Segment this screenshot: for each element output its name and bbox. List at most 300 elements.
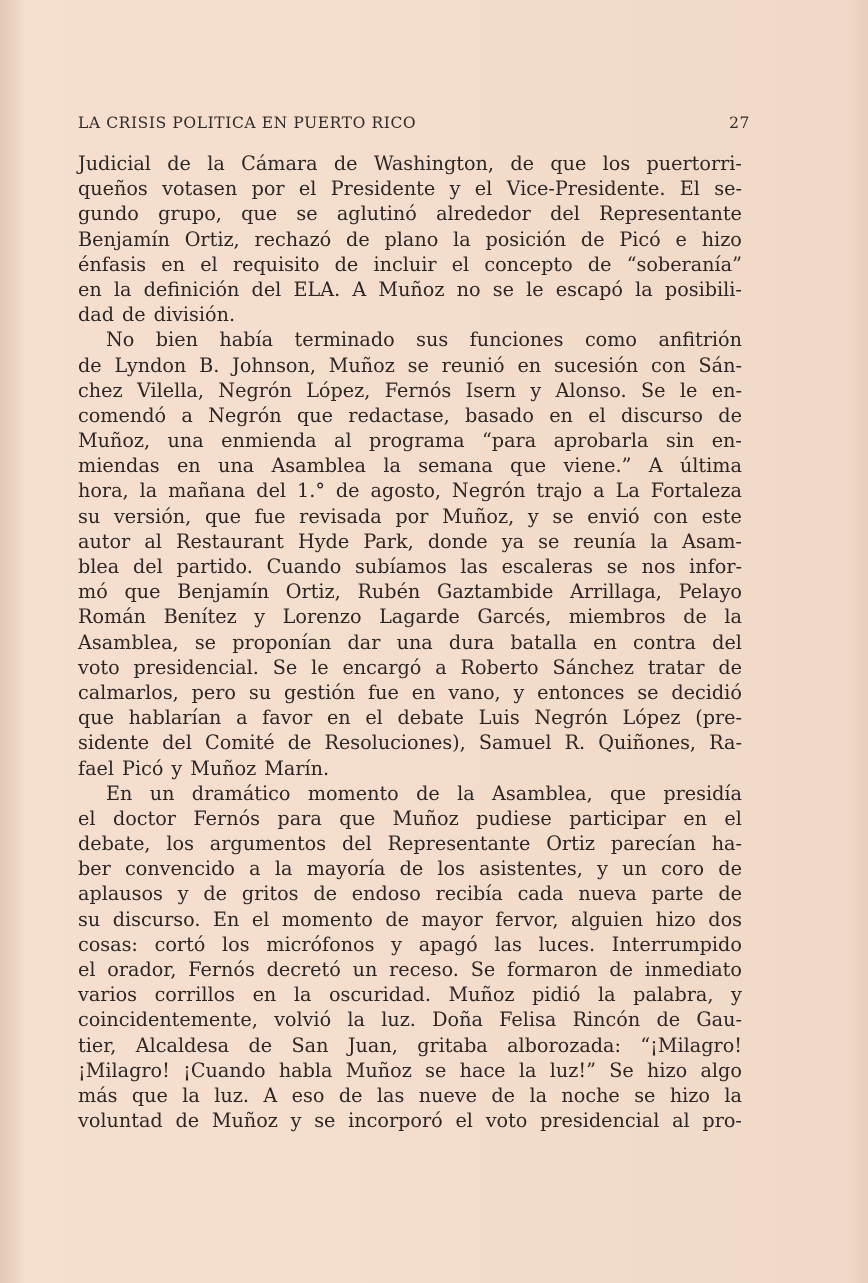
word: y [177,882,189,906]
word: de [491,1083,516,1107]
word: Hyde [297,529,350,553]
word: sucesión [553,353,639,377]
word: Fernós [188,958,255,981]
word: en [161,252,185,276]
word: en [78,277,102,301]
word: alguien [571,907,644,931]
word: pero [191,680,236,704]
text-line [78,201,742,226]
word: presidencial [540,1109,660,1133]
word: decidió [671,680,742,704]
word: de [416,781,440,805]
word: se [637,680,659,704]
word: de [510,152,534,175]
word: A [352,277,367,301]
word: fael [78,756,115,780]
word: se [425,1058,447,1082]
word: como [584,328,637,352]
word: eso [291,1083,325,1107]
text-line [78,781,742,806]
word: se [634,1083,656,1107]
word: escapó [555,277,623,301]
word: la [182,1083,200,1107]
text-line [78,478,742,503]
word: comendó [78,403,167,427]
word: oscuridad. [329,983,431,1007]
word: Representante [599,202,742,226]
text-line [78,227,742,252]
word: enmienda [221,429,317,453]
word: definición [143,277,240,301]
word: en [517,353,542,377]
word: a [435,655,447,679]
word: nos [641,555,676,578]
word: luz. [381,1008,416,1032]
word: la [635,277,653,301]
word: Alonso. [555,378,627,402]
word: se [538,529,560,553]
word: presidencial. [133,655,259,679]
word: queños [78,177,148,201]
word: Interrumpido [611,932,742,956]
word: ¡Cuando [183,1058,266,1082]
text-line [78,630,742,655]
word: una [167,429,204,453]
word: e [675,227,687,251]
word: la [347,1008,365,1032]
word: la [598,983,616,1007]
word: y [290,1109,302,1133]
word: Negrón [451,479,526,503]
word: la [724,605,742,629]
word: alborozada: [507,1033,621,1057]
word: discurso [621,403,703,427]
word: proponían [232,630,332,654]
word: orador, [107,958,177,981]
word: de [609,958,633,981]
word: el [251,907,270,931]
word: “soberanía” [626,252,742,276]
text-line [78,831,742,856]
word: Román [78,605,146,629]
word: En [212,907,240,931]
text-line [78,982,742,1007]
word: donde [427,529,488,553]
word: anfitrión [658,328,742,352]
word: Pelayo [678,580,742,604]
word: se [407,353,429,377]
word: la [113,277,132,301]
word: de [122,303,146,327]
word: 1.° [297,479,325,503]
word: del [550,202,580,226]
text-line [78,1007,742,1032]
word: terminado [294,328,395,352]
word: incluir [373,252,437,276]
word: semana [418,454,493,478]
word: puertorri- [646,152,742,175]
word: el [588,403,606,427]
word: Muñoz [211,1109,278,1133]
word: vano, [448,680,501,704]
word: aprobarla [553,429,649,453]
word: dura [448,630,495,654]
word: basado [465,403,534,427]
word: fue [368,680,399,704]
word: ya [501,529,525,553]
word: Alcaldesa [135,1033,230,1057]
word: López [622,706,681,730]
word: de [718,857,742,881]
word: y [731,983,742,1007]
word: luces. [538,932,596,956]
word: Asamblea, [491,781,593,805]
word: Lorenzo [282,605,362,629]
text-line [78,655,742,680]
word: Asamblea [271,454,366,478]
word: que [241,202,278,226]
word: momento [307,781,399,805]
page-gutter-shadow [0,0,24,1283]
word: miendas [78,454,160,478]
word: las [460,555,488,578]
word: versión, [113,504,192,528]
word: “¡Milagro! [640,1033,742,1057]
running-head [78,114,750,138]
word: la [650,529,668,553]
word: de [287,731,312,755]
word: contra [633,630,696,654]
word: a [181,403,193,427]
word: funciones [469,328,564,352]
word: Ortiz, [184,227,240,251]
text-line [78,756,742,781]
word: de [334,252,359,276]
word: de [346,227,370,251]
word: pudiese [476,806,552,830]
word: La [615,479,640,503]
word: A [263,1083,278,1107]
word: Negrón [534,706,608,730]
word: gritos [241,882,299,906]
word: Luis [478,706,520,730]
word: a [236,706,248,730]
word: receso. [389,958,459,981]
word: de [587,252,612,276]
word: incorporó [348,1109,443,1133]
word: no [456,277,481,301]
text-line [78,1058,742,1083]
word: en [549,403,573,427]
word: el [78,806,96,830]
word: que [339,806,376,830]
word: autor [78,529,131,553]
text-line [78,277,742,302]
text-line [78,730,742,755]
text-line [78,176,742,201]
word: se [552,504,574,528]
word: participar [569,806,666,830]
word: en- [711,429,742,453]
word: noche [561,1083,620,1107]
word: convencido [125,857,235,881]
word: el [200,252,218,276]
word: un [352,958,378,981]
word: argumentos [209,832,327,856]
word: Benjamín [177,580,270,604]
word: nueva [578,882,637,906]
word: de [175,1109,200,1133]
word: de [683,605,707,629]
word: debate, [78,832,151,856]
word: Resoluciones), [324,731,466,755]
word: No [106,328,135,352]
word: para [277,806,322,830]
word: en [411,680,436,704]
word: se [194,630,217,654]
word: le [311,655,329,679]
word: de [580,227,605,251]
word: en- [711,378,742,402]
word: Comité [205,731,275,755]
text-line [78,806,742,831]
word: los [437,857,465,881]
word: Garcés, [477,605,552,629]
word: favor [262,706,313,730]
word: B. [199,353,220,377]
text-line [78,353,742,378]
word: que [510,454,547,478]
word: Rubén [357,580,421,604]
word: tratar [647,655,705,679]
text-line [78,1033,742,1058]
word: bien [155,328,198,352]
word: con [651,353,686,377]
word: Rincón [572,1008,641,1032]
word: mayor [421,907,483,931]
word: sidente [78,731,150,755]
word: la [293,983,312,1007]
word: volvió [274,1008,332,1032]
word: de [718,403,742,427]
word: de [333,152,358,175]
word: Se [272,655,298,679]
word: parte [651,882,704,906]
word: revisada [299,504,382,528]
text-line [78,403,742,428]
word: y [391,932,402,956]
word: concepto [484,252,573,276]
word: Gaztambide [437,580,554,604]
word: escaleras [501,555,593,578]
text-line [78,302,742,327]
word: al [144,529,162,553]
word: la [383,454,401,478]
page-edge-shadow [850,0,868,1283]
word: Gau- [696,1008,742,1032]
word: de [335,479,360,503]
text-line [78,907,742,932]
word: asistentes, [479,857,583,881]
word: Sánchez [552,655,634,679]
text-line [78,1083,742,1108]
word: que [204,504,241,528]
word: con [653,504,688,528]
word: palabra, [633,983,714,1007]
text-line [78,529,742,554]
word: apagó [418,932,478,956]
word: un [622,857,647,881]
word: división. [153,303,236,327]
word: el [451,252,470,276]
text-line [78,705,742,730]
word: luz!” [549,1058,596,1082]
word: le [526,277,544,301]
word: del [712,630,742,654]
word: Representante [387,832,531,856]
word: trajo [536,479,583,503]
word: López, [306,378,371,402]
word: momento [281,907,373,931]
word: Muñoz [448,983,515,1007]
text-line [78,428,742,453]
word: el [298,177,317,201]
word: la [724,1083,742,1107]
word: en [326,706,351,730]
word: los [602,152,631,175]
word: grupo, [158,202,222,226]
word: y [254,605,266,629]
word: Fortaleza [650,479,742,503]
word: y [513,680,525,704]
word: del [341,832,372,856]
word: se [492,277,514,301]
word: hace [459,1058,506,1082]
word: inmediato [644,958,742,981]
word: coincidentemente, [78,1008,258,1032]
word: discurso. [112,907,201,931]
word: Roberto [460,655,539,679]
word: hizo [647,1058,688,1082]
word: de [718,882,742,906]
word: Cámara [241,152,318,175]
word: pro- [702,1109,742,1133]
word: un [149,781,175,805]
word: Ortiz [546,832,596,856]
word: la [274,857,293,881]
word: una [217,454,255,478]
word: hizo [701,227,742,251]
word: Arrillaga, [570,580,662,604]
word: blea [78,555,120,578]
word: y [171,756,183,780]
word: Presidente [330,177,436,201]
word: micrófonos [266,932,375,956]
word: su [78,907,101,931]
word: en [252,983,277,1007]
word: Ortiz, [285,580,341,604]
word: chez [78,378,123,402]
word: Lyndon [114,353,187,377]
word: encargó [342,655,422,679]
word: San [291,1033,329,1057]
word: una [396,630,433,654]
word: hora, [78,479,129,503]
word: Park, [363,529,414,553]
word: énfasis [78,252,147,276]
word: de [248,1033,273,1057]
word: Negrón [218,378,292,402]
word: su [78,504,101,528]
word: el [365,706,383,730]
word: Se [609,1058,634,1082]
word: que [78,706,114,730]
word: presidía [663,781,742,805]
word: al [334,429,352,453]
word: su [248,680,272,704]
word: reunió [441,353,505,377]
word: algo [700,1058,742,1082]
word: Muñoz, [442,504,515,528]
word: fervor, [495,907,559,931]
text-line [78,252,742,277]
word: de [385,907,410,931]
word: “para [482,429,537,453]
word: Asam- [682,529,742,553]
word: cortó [154,932,206,956]
word: el [78,958,96,981]
word: este [701,504,742,528]
word: del [251,277,282,301]
word: voto [485,1109,528,1133]
word: Asamblea, [78,630,179,654]
word: Benítez [163,605,237,629]
word: hizo [655,907,696,931]
word: agosto, [370,479,441,503]
word: el [474,177,493,201]
running-title: LA CRISIS POLITICA EN PUERTO RICO [78,114,417,132]
word: Muñoz, [78,429,151,453]
word: Muñoz [328,353,395,377]
word: miembros [568,605,666,629]
word: Marín. [264,756,330,780]
word: Se [640,378,666,402]
word: y [527,504,539,528]
word: dar [347,630,381,654]
word: coro [661,857,705,881]
word: más [78,1083,118,1107]
word: envió [587,504,640,528]
word: recibía [435,882,503,906]
text-line [78,504,742,529]
word: de [718,655,742,679]
word: los [166,832,194,856]
word: dramático [191,781,291,805]
word: Picó [122,756,164,780]
text-line [78,327,742,352]
word: cada [517,882,564,906]
word: habla [278,1058,333,1082]
word: pidió [532,983,581,1007]
word: doctor [112,806,176,830]
word: del [256,479,287,503]
word: del [132,555,163,578]
word: redactase, [348,403,450,427]
word: que [124,580,161,604]
word: Washington, [373,152,495,175]
word: Judicial [78,152,151,175]
word: Vilella, [136,378,204,402]
